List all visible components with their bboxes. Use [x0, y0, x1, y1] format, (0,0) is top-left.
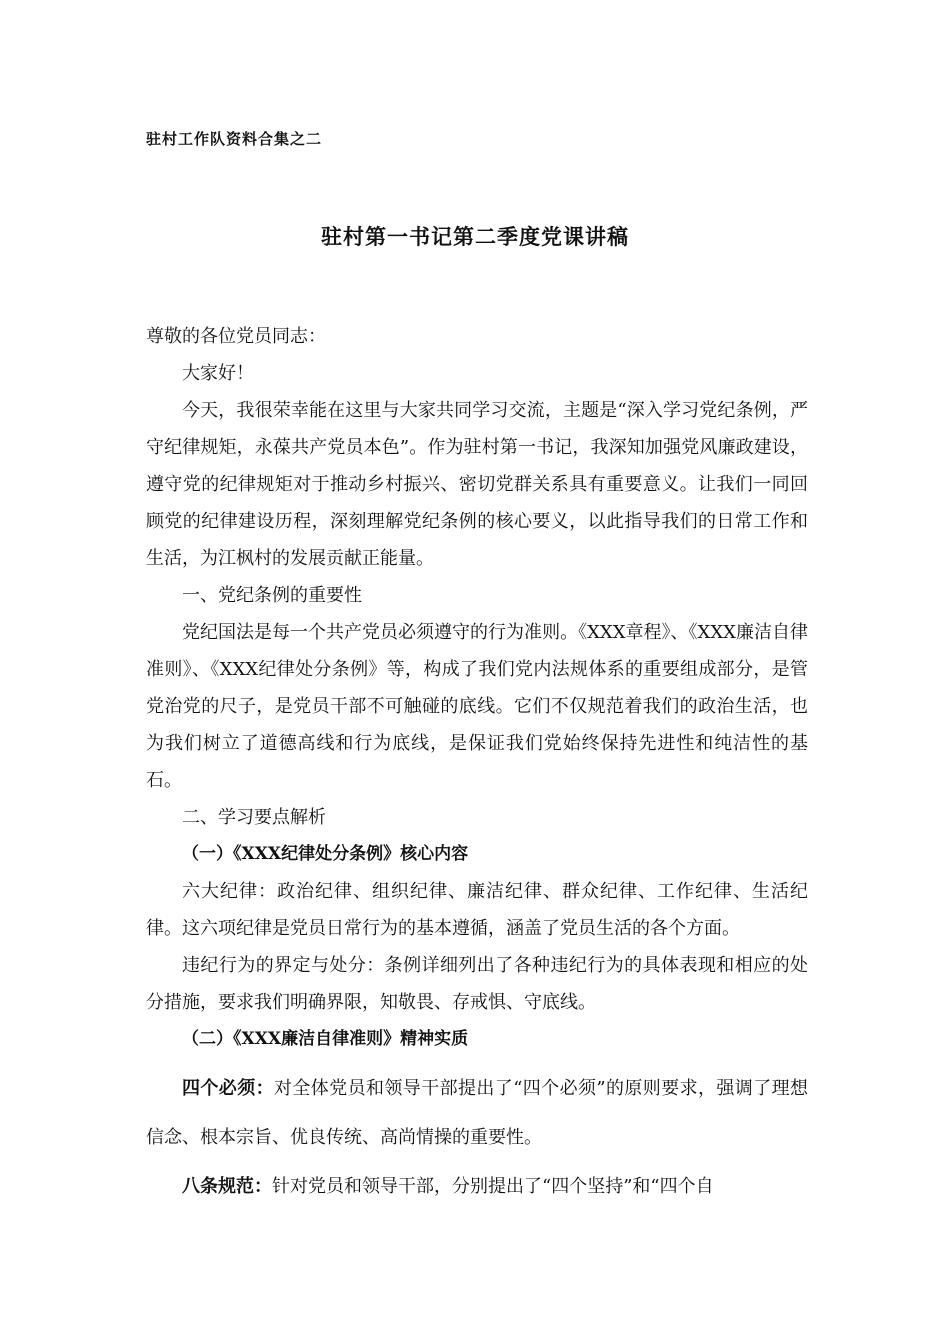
paragraph-lead: 八条规范： [182, 1176, 272, 1197]
section2-heading: 二、学习要点解析 [182, 807, 326, 828]
greeting: 大家好！ [182, 363, 254, 384]
subsection1-paragraph-1: 六大纪律：政治纪律、组织纪律、廉洁纪律、群众纪律、工作纪律、生活纪律。这六项纪律是党员日常行为的基本遵循，涵盖了党员生活的各个方面。 [146, 881, 808, 939]
subsection1-paragraph-2: 违纪行为的界定与处分：条例详细列出了各种违纪行为的具体表现和相应的处分措施，要求我们明确界限，知敬畏、存戒惧、守底线。 [146, 955, 808, 1013]
salutation: 尊敬的各位党员同志： [146, 326, 326, 347]
section1-paragraph: 党纪国法是每一个共产党员必须遵守的行为准则。《XXX章程》、《XXX廉洁自律准则》、《XXX纪律处分条例》等，构成了我们党内法规体系的重要组成部分，是管党治党的尺子，是党员干部不可触碰的底线。它们不仅规范着我们的政治生活，也为我们树立了道德高线和行为底线，是保证我们党始终保持先进性和纯洁性的基石。 [146, 622, 808, 791]
subsection2-paragraph-2 [146, 1162, 808, 1211]
intro-paragraph: 今天，我很荣幸能在这里与大家共同学习交流，主题是“深入学习党纪条例，严守纪律规矩，永葆共产党员本色”。作为驻村第一书记，我深知加强党风廉政建设，遵守党的纪律规矩对于推动乡村振兴、密切党群关系具有重要意义。让我们一同回顾党的纪律建设历程，深刻理解党纪条例的核心要义，以此指导我们的日常工作和生活，为江枫村的发展贡献正能量。 [146, 400, 808, 569]
document-title: 驻村第一书记第二季度党课讲稿 [321, 225, 629, 249]
paragraph-lead: 四个必须： [182, 1078, 274, 1099]
paragraph-text: 对全体党员和领导干部提出了“四个必须”的原则要求，强调了理想信念、根本宗旨、优良传统、高尚情操的重要性。 [146, 1078, 808, 1148]
subsection2-heading: （二）《XXX廉洁自律准则》精神实质 [182, 1029, 469, 1049]
document-body [146, 318, 808, 1211]
section1-heading: 一、党纪条例的重要性 [182, 585, 362, 606]
subsection1-heading: （一）《XXX纪律处分条例》核心内容 [182, 844, 469, 864]
paragraph-text: 针对党员和领导干部，分别提出了“四个坚持”和“四个自 [272, 1176, 714, 1197]
collection-title: 驻村工作队资料合集之二 [146, 130, 323, 148]
subsection2-paragraph-1 [146, 1064, 808, 1162]
